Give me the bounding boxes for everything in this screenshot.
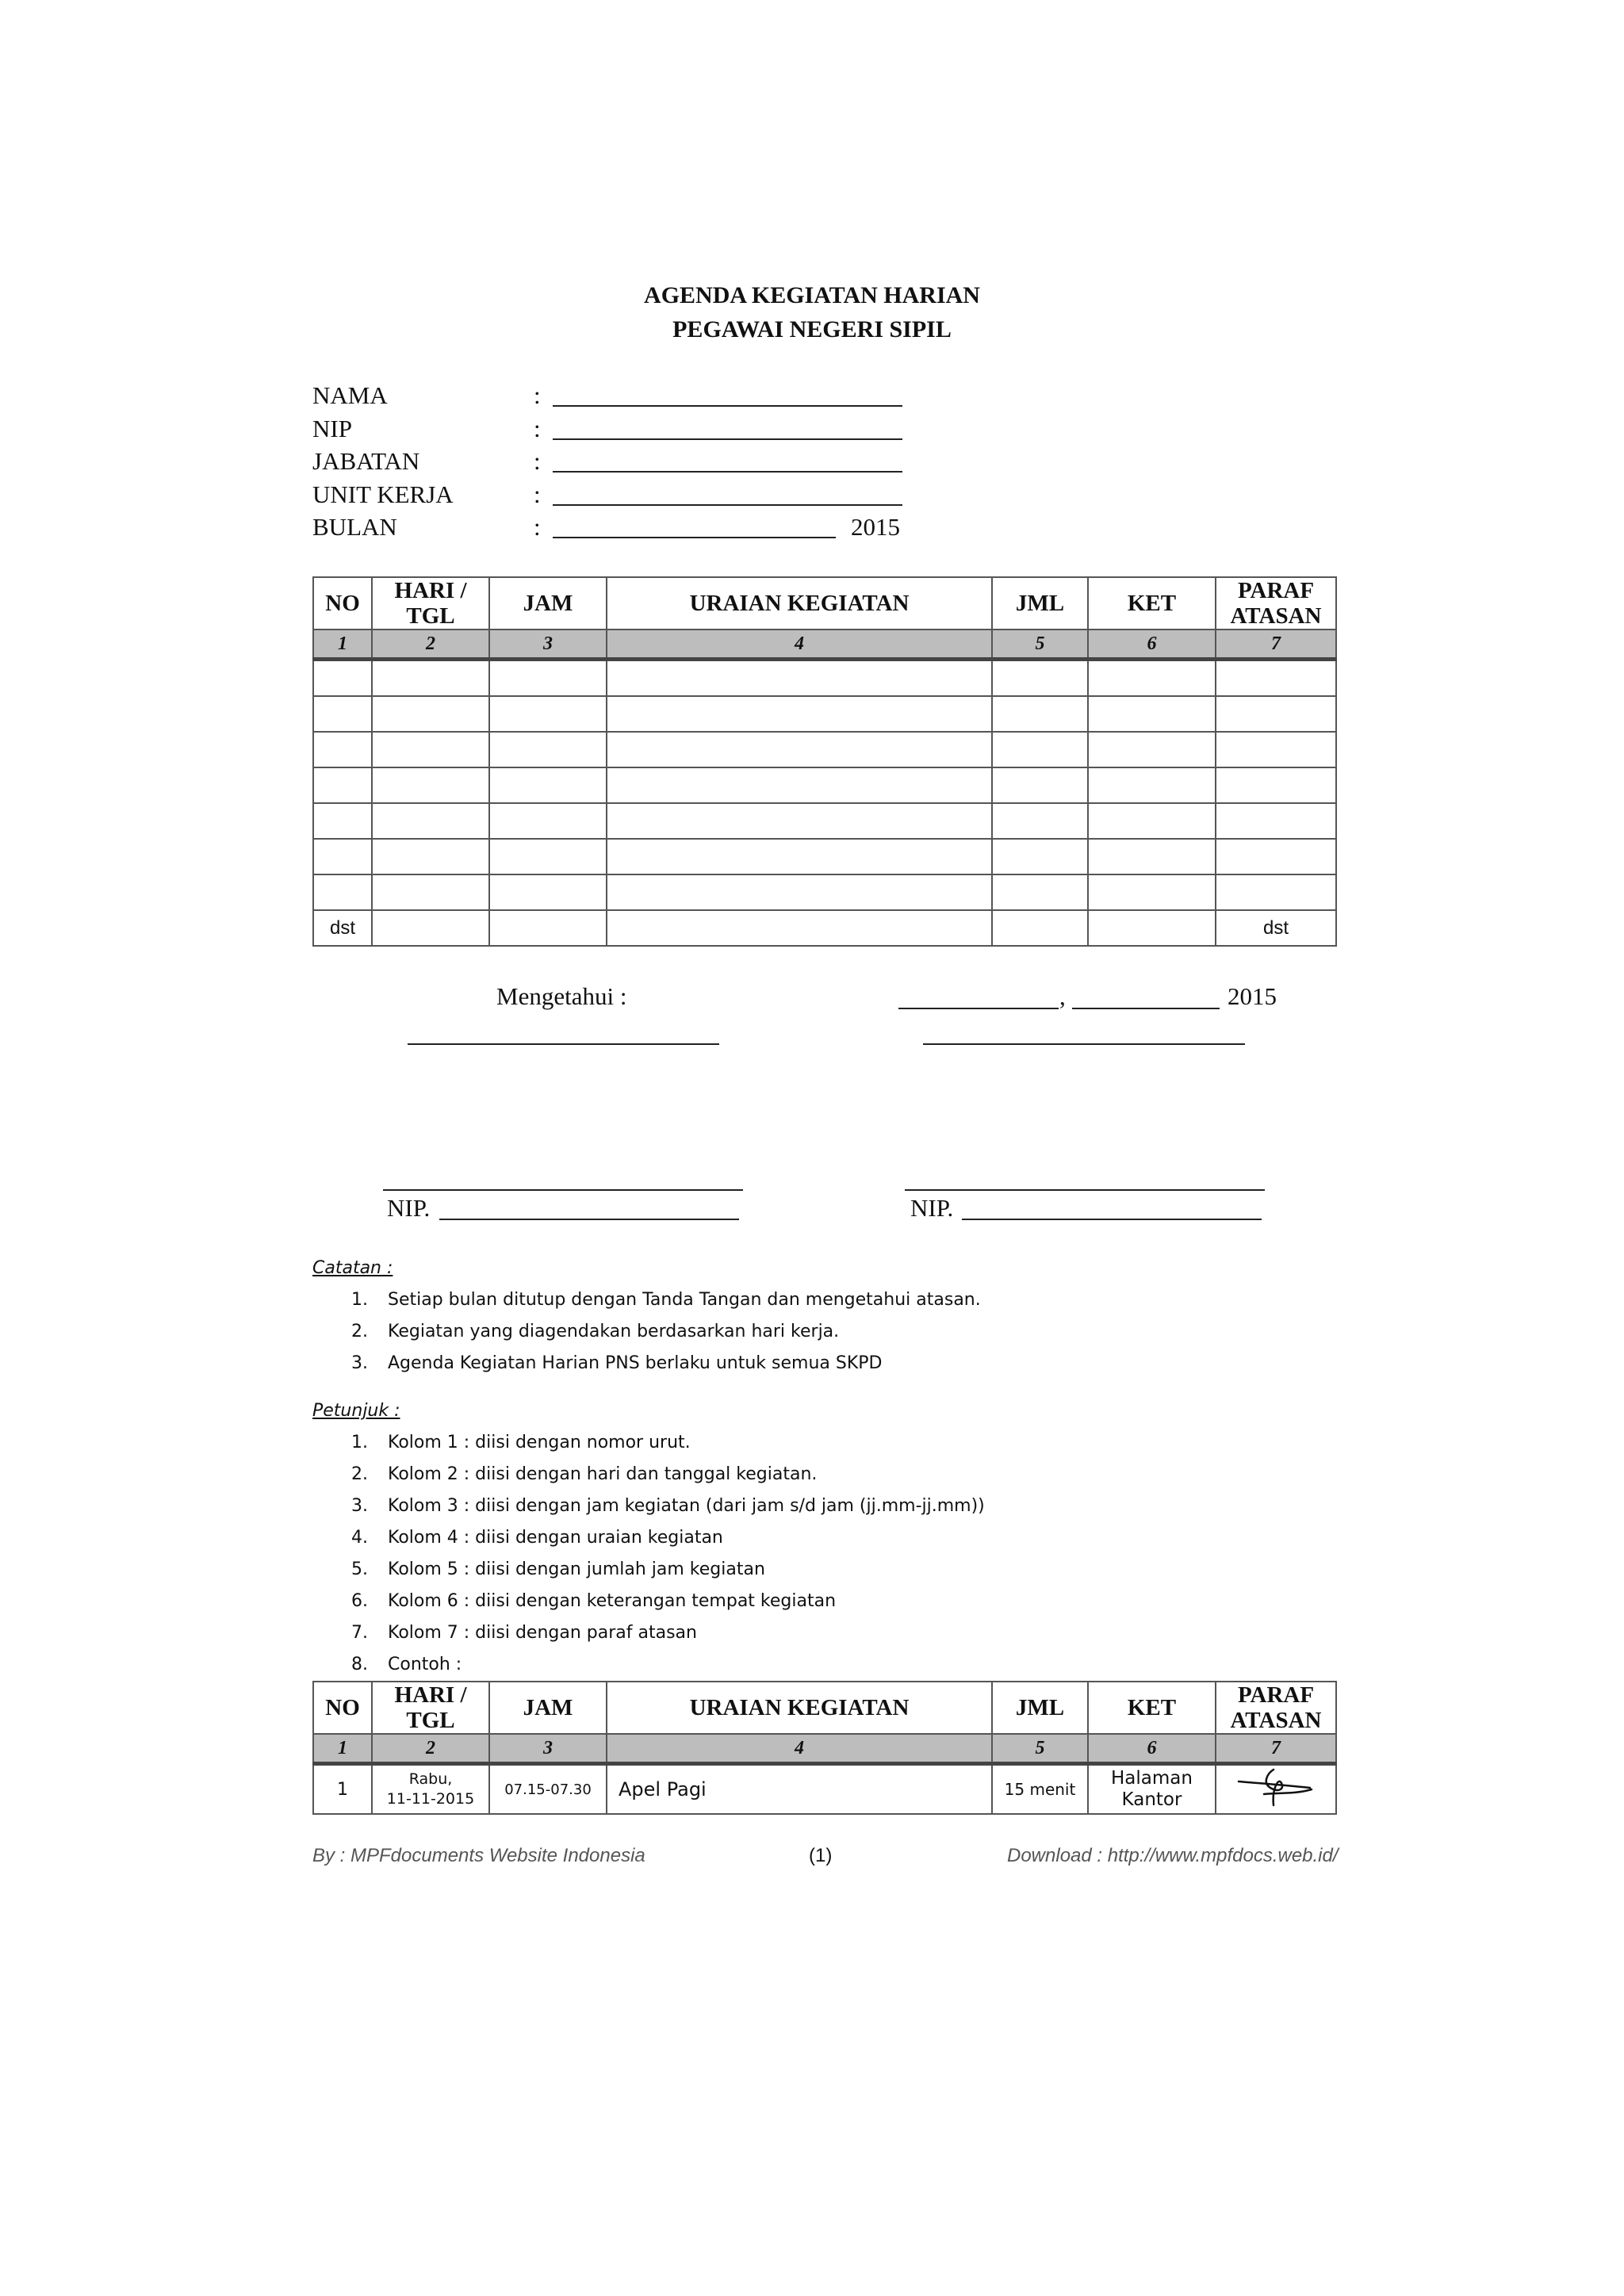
mengetahui-label: Mengetahui : [496, 982, 627, 1010]
list-text: Agenda Kegiatan Harian PNS berlaku untuk semua SKPD [388, 1353, 883, 1373]
list-number: 3. [351, 1353, 368, 1373]
table-header-row [313, 1682, 1336, 1734]
list-text: Kolom 4 : diisi dengan uraian kegiatan [388, 1528, 723, 1548]
list-text: Kolom 3 : diisi dengan jam kegiatan (dari jam s/d jam (jj.mm-jj.mm)) [388, 1496, 985, 1516]
cell-dst-no: dst [313, 910, 372, 946]
column-number: 5 [992, 629, 1088, 660]
header-paraf-line1: PARAF [1237, 1682, 1315, 1708]
nip-right-line[interactable] [962, 1219, 1262, 1220]
field-label-unit-kerja: UNIT KERJA [312, 480, 454, 508]
table-row[interactable] [313, 696, 1336, 732]
example-hari-tgl [372, 1764, 489, 1815]
footer-right[interactable]: Download : http://www.mpfdocs.web.id/ [1007, 1845, 1339, 1866]
field-colon: : [534, 513, 541, 541]
header-jam: JAM [489, 1682, 607, 1734]
field-colon: : [534, 480, 541, 508]
column-number: 7 [1216, 1734, 1336, 1764]
field-line-jabatan[interactable] [553, 471, 902, 473]
list-text: Kolom 5 : diisi dengan jumlah jam kegiatan [388, 1559, 765, 1579]
list-text: Kegiatan yang diagendakan berdasarkan hari kerja. [388, 1322, 840, 1341]
example-tgl: 11-11-2015 [386, 1790, 475, 1808]
column-number: 7 [1216, 629, 1336, 660]
table-row[interactable] [313, 732, 1336, 767]
example-hari: Rabu, [408, 1770, 453, 1788]
list-text: Contoh : [388, 1655, 462, 1674]
table-row[interactable] [313, 803, 1336, 839]
cell-dst-paraf: dst [1216, 910, 1336, 946]
field-label-nip: NIP [312, 415, 352, 442]
right-position-line[interactable] [923, 1043, 1245, 1045]
list-number: 2. [351, 1464, 368, 1484]
example-uraian: Apel Pagi [607, 1764, 992, 1815]
header-jml: JML [992, 577, 1088, 629]
table-row-dst[interactable] [313, 910, 1336, 946]
header-ket: KET [1088, 1682, 1216, 1734]
header-paraf-line2: ATASAN [1230, 1708, 1322, 1733]
field-label-bulan: BULAN [312, 513, 397, 541]
field-line-nama[interactable] [553, 405, 902, 407]
left-signature-name-line[interactable] [383, 1189, 743, 1191]
list-text: Setiap bulan ditutup dengan Tanda Tangan dan mengetahui atasan. [388, 1290, 981, 1310]
header-hari-line1: HARI / [394, 578, 467, 603]
column-number: 4 [607, 1734, 992, 1764]
header-jam: JAM [489, 577, 607, 629]
column-number: 2 [372, 1734, 489, 1764]
document-title-line2: PEGAWAI NEGERI SIPIL [672, 316, 952, 342]
column-number-row [313, 1734, 1336, 1764]
header-paraf-line2: ATASAN [1230, 603, 1322, 629]
field-colon: : [534, 381, 541, 409]
column-number: 1 [313, 1734, 372, 1764]
table-row[interactable] [313, 660, 1336, 697]
catatan-heading: Catatan : [312, 1258, 393, 1278]
example-ket-line2: Kantor [1121, 1789, 1182, 1810]
column-number: 6 [1088, 629, 1216, 660]
list-number: 2. [351, 1322, 368, 1341]
header-hari-line2: TGL [406, 1708, 455, 1733]
field-line-bulan[interactable] [553, 537, 836, 538]
list-number: 4. [351, 1528, 368, 1548]
example-no: 1 [313, 1764, 372, 1815]
date-separator: , [1059, 982, 1066, 1010]
agenda-table [312, 576, 1337, 947]
header-uraian: URAIAN KEGIATAN [607, 577, 992, 629]
header-hari-line1: HARI / [394, 1682, 467, 1708]
header-hari-tgl [372, 1682, 489, 1734]
example-ket [1088, 1764, 1216, 1815]
table-row[interactable] [313, 874, 1336, 910]
field-colon: : [534, 447, 541, 475]
list-number: 6. [351, 1591, 368, 1611]
table-row[interactable] [313, 767, 1336, 803]
example-jam: 07.15-07.30 [489, 1764, 607, 1815]
right-signature-name-line[interactable] [905, 1189, 1265, 1191]
list-text: Kolom 2 : diisi dengan hari dan tanggal kegiatan. [388, 1464, 818, 1484]
column-number-row [313, 629, 1336, 660]
list-number: 3. [351, 1496, 368, 1516]
example-table [312, 1681, 1337, 1815]
nip-right-label: NIP. [910, 1194, 954, 1222]
list-number: 1. [351, 1290, 368, 1310]
footer-left: By : MPFdocuments Website Indonesia [312, 1845, 645, 1866]
header-hari-line2: TGL [406, 603, 455, 629]
header-jml: JML [992, 1682, 1088, 1734]
header-ket: KET [1088, 577, 1216, 629]
column-number: 3 [489, 629, 607, 660]
header-uraian: URAIAN KEGIATAN [607, 1682, 992, 1734]
list-text: Kolom 1 : diisi dengan nomor urut. [388, 1433, 691, 1452]
place-line[interactable] [898, 1008, 1059, 1009]
document-title-line1: AGENDA KEGIATAN HARIAN [644, 282, 980, 308]
column-number: 5 [992, 1734, 1088, 1764]
list-number: 7. [351, 1623, 368, 1643]
example-jml: 15 menit [992, 1764, 1088, 1815]
column-number: 1 [313, 629, 372, 660]
page-number: (1) [809, 1845, 833, 1866]
field-colon: : [534, 415, 541, 442]
header-paraf [1216, 1682, 1336, 1734]
field-line-unit-kerja[interactable] [553, 504, 902, 506]
example-ket-line1: Halaman [1111, 1768, 1193, 1789]
table-header-row [313, 577, 1336, 629]
field-year: 2015 [851, 513, 900, 541]
field-label-jabatan: JABATAN [312, 447, 420, 475]
example-row [313, 1764, 1336, 1815]
list-text: Kolom 7 : diisi dengan paraf atasan [388, 1623, 697, 1643]
header-hari-tgl [372, 577, 489, 629]
table-row[interactable] [313, 839, 1336, 874]
header-no: NO [313, 1682, 372, 1734]
list-number: 5. [351, 1559, 368, 1579]
paraf-signature-icon [1232, 1766, 1320, 1809]
list-text: Kolom 6 : diisi dengan keterangan tempat kegiatan [388, 1591, 837, 1611]
nip-left-line[interactable] [439, 1219, 739, 1220]
column-number: 3 [489, 1734, 607, 1764]
date-line[interactable] [1072, 1008, 1220, 1009]
list-number: 1. [351, 1433, 368, 1452]
header-no: NO [313, 577, 372, 629]
column-number: 4 [607, 629, 992, 660]
column-number: 2 [372, 629, 489, 660]
example-paraf [1216, 1764, 1336, 1815]
left-position-line[interactable] [408, 1043, 719, 1045]
signature-year: 2015 [1228, 982, 1277, 1010]
header-paraf [1216, 577, 1336, 629]
column-number: 6 [1088, 1734, 1216, 1764]
nip-left-label: NIP. [387, 1194, 431, 1222]
field-line-nip[interactable] [553, 438, 902, 440]
list-number: 8. [351, 1655, 368, 1674]
field-label-nama: NAMA [312, 381, 388, 409]
header-paraf-line1: PARAF [1237, 578, 1315, 603]
petunjuk-heading: Petunjuk : [312, 1401, 400, 1421]
